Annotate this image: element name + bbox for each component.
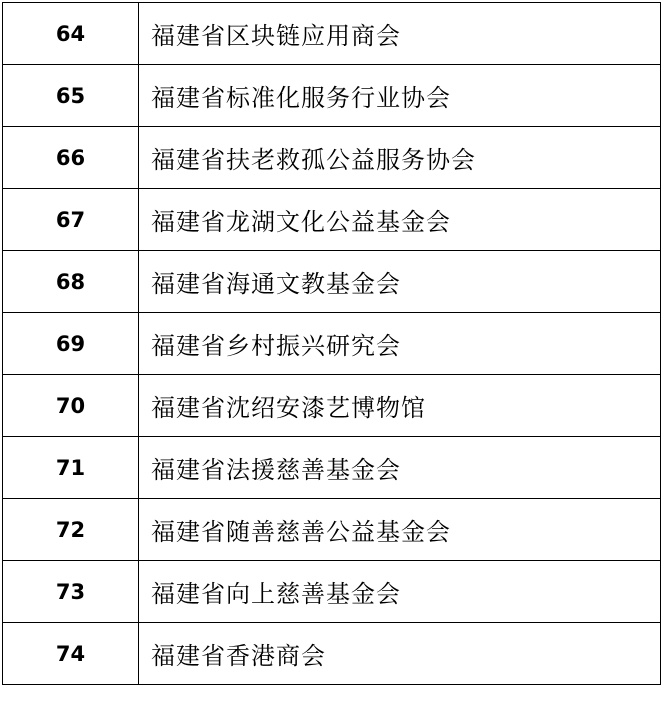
organization-name: 福建省标准化服务行业协会 bbox=[139, 65, 661, 127]
table-row bbox=[3, 251, 661, 313]
row-number: 74 bbox=[3, 623, 139, 685]
row-number: 67 bbox=[3, 189, 139, 251]
row-number: 68 bbox=[3, 251, 139, 313]
table-row bbox=[3, 127, 661, 189]
organization-name: 福建省龙湖文化公益基金会 bbox=[139, 189, 661, 251]
row-number: 66 bbox=[3, 127, 139, 189]
row-number: 64 bbox=[3, 3, 139, 65]
organization-name: 福建省乡村振兴研究会 bbox=[139, 313, 661, 375]
row-number: 73 bbox=[3, 561, 139, 623]
row-number: 65 bbox=[3, 65, 139, 127]
row-number: 72 bbox=[3, 499, 139, 561]
table-row bbox=[3, 623, 661, 685]
table-row bbox=[3, 189, 661, 251]
organization-name: 福建省向上慈善基金会 bbox=[139, 561, 661, 623]
table-row bbox=[3, 65, 661, 127]
table-row bbox=[3, 437, 661, 499]
table-row bbox=[3, 499, 661, 561]
row-number: 69 bbox=[3, 313, 139, 375]
row-number: 71 bbox=[3, 437, 139, 499]
organization-name: 福建省区块链应用商会 bbox=[139, 3, 661, 65]
organization-name: 福建省沈绍安漆艺博物馆 bbox=[139, 375, 661, 437]
table-row bbox=[3, 313, 661, 375]
table-body bbox=[3, 3, 661, 685]
table-row bbox=[3, 3, 661, 65]
organization-name: 福建省香港商会 bbox=[139, 623, 661, 685]
table-row bbox=[3, 375, 661, 437]
row-number: 70 bbox=[3, 375, 139, 437]
organization-name: 福建省海通文教基金会 bbox=[139, 251, 661, 313]
table-row bbox=[3, 561, 661, 623]
organization-name: 福建省法援慈善基金会 bbox=[139, 437, 661, 499]
organization-name: 福建省扶老救孤公益服务协会 bbox=[139, 127, 661, 189]
organization-name: 福建省随善慈善公益基金会 bbox=[139, 499, 661, 561]
organization-table bbox=[2, 2, 661, 685]
